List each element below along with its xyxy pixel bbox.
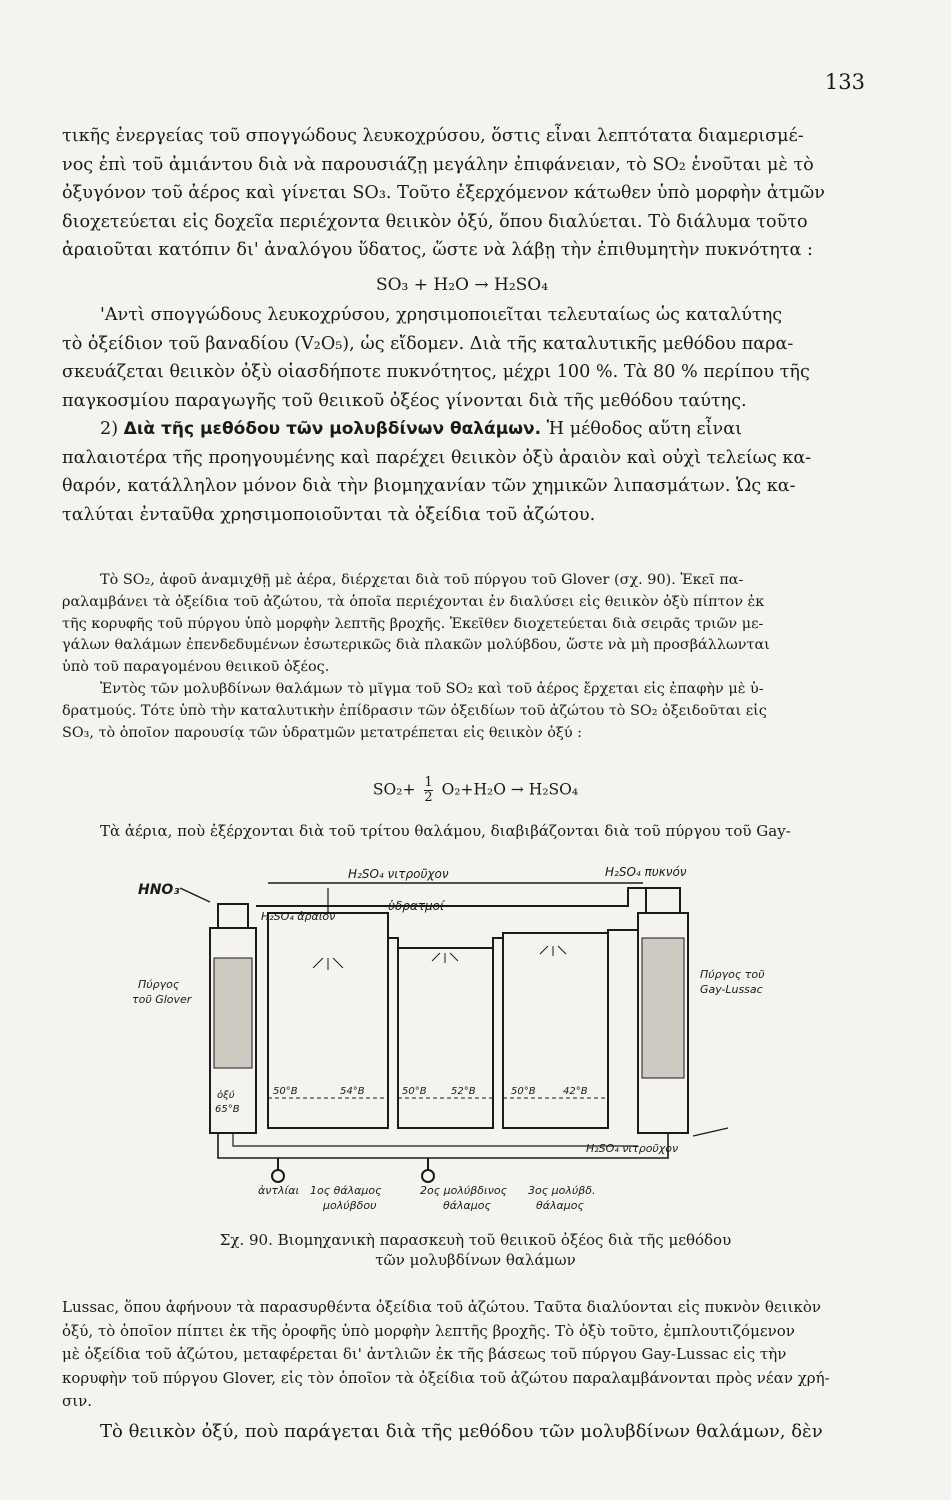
text-line: παλαιοτέρα τῆς προηγουμένης καὶ παρέχει θειικὸν ὀξὺ ἀραιὸν καὶ οὐχὶ τελείως κα- xyxy=(62,447,812,468)
chamber-3 xyxy=(503,933,608,1128)
text-line-before-figure xyxy=(62,822,862,840)
label-temp-2: 54°B xyxy=(340,1086,365,1097)
section-number: 2) xyxy=(100,419,119,439)
glover-packing xyxy=(214,958,252,1068)
caption-line: Σχ. 90. Βιομηχανικὴ παρασκευὴ τοῦ θειικοῦ ὀξέος διὰ τῆς μεθόδου xyxy=(219,1231,732,1249)
label-gay-lussac-2: Gay-Lussac xyxy=(700,983,763,996)
label-hno3: HNO₃ xyxy=(138,882,180,898)
small-text-line: τῆς κορυφῆς τοῦ πύργου ὑπὸ μορφὴν λεπτῆς βροχῆς. Ἐκεῖθεν διοχετεύεται διὰ σειρᾶς τριῶν με- xyxy=(62,615,764,632)
label-temp-6: 42°B xyxy=(563,1086,588,1097)
text-line: παγκοσμίου παραγωγῆς τοῦ θειικοῦ ὀξέος γίνονται διὰ τῆς μεθόδου ταύτης. xyxy=(62,390,747,411)
label-temp-4: 52°B xyxy=(451,1086,476,1097)
label-chamber-2-b: θάλαμος xyxy=(443,1199,491,1212)
label-temp-5: 50°B xyxy=(511,1086,536,1097)
text-line: κορυφὴν τοῦ πύργου Glover, εἰς τὸν ὁποῖον τὰ ὀξείδια τοῦ ἀζώτου παραλαμβάνονται πρὸς νέαν χρή- xyxy=(62,1368,830,1387)
equation-left: SO₂+ xyxy=(372,780,416,799)
main-text-block xyxy=(62,122,862,529)
label-acid-temp: 65°B xyxy=(215,1104,240,1115)
label-chamber-2-a: 2ος μολύβδινος xyxy=(420,1184,508,1197)
small-text-line: γάλων θαλάμων ἐπενδεδυμένων ἐσωτερικῶς διὰ πλακῶν μολύβδου, ὥστε νὰ μὴ προσβάλλωνται xyxy=(62,637,770,654)
gay-lussac-packing xyxy=(642,938,684,1078)
connector-1-2 xyxy=(388,938,398,958)
equation-right: O₂+H₂O → H₂SO₄ xyxy=(441,780,579,799)
label-glover-tower-1: Πύργος xyxy=(138,978,180,991)
small-text-line: δρατμούς. Τότε ὑπὸ τὴν καταλυτικὴν ἐπίδρασιν τῶν ὀξειδίων τοῦ ἀζώτου τὸ SO₂ ὀξειδοῦται εἰς xyxy=(62,702,767,719)
text-line: Τὸ θειικὸν ὀξύ, ποὺ παράγεται διὰ τῆς μεθόδου τῶν μολυβδίνων θαλάμων, δὲν xyxy=(100,1421,823,1442)
connector-2-3 xyxy=(493,938,503,958)
label-h2so4-nitrous-top: H₂SO₄ νιτροῦχον xyxy=(348,867,449,881)
label-chamber-1-a: 1ος θάλαμος xyxy=(310,1184,382,1197)
text-line: μὲ ὀξείδια τοῦ ἀζώτου, μεταφέρεται δι' ἀντλιῶν ἐκ τῆς βάσεως τοῦ πύργου Gay-Lussac εἰς τὴν xyxy=(62,1345,787,1363)
page-number: 133 xyxy=(824,70,865,94)
text-line: τικῆς ἐνεργείας τοῦ σπογγώδους λευκοχρύσου, ὅστις εἶναι λεπτότατα διαμερισμέ- xyxy=(62,126,804,146)
label-acid: ὀξύ xyxy=(217,1090,235,1101)
label-steam: ὑδρατμοί xyxy=(388,899,445,913)
fraction-one-half xyxy=(424,776,432,805)
label-h2so4-nitrous-bottom: H₂SO₄ νιτροῦχον xyxy=(586,1142,679,1155)
fraction-numerator: 1 xyxy=(424,775,433,790)
pump-1 xyxy=(272,1170,284,1182)
text-line: ὀξύ, τὸ ὁποῖον πίπτει ἐκ τῆς ὀροφῆς ὑπὸ μορφὴν λεπτῆς βροχῆς. Τὸ ὀξὺ τοῦτο, ἐμπλουτιζόμενον xyxy=(62,1321,795,1340)
text-line: νος ἐπὶ τοῦ ἀμιάντου διὰ νὰ παρουσιάζῃ μεγάλην ἐπιφάνειαν, τὸ SO₂ ἑνοῦται μὲ τὸ xyxy=(62,154,814,175)
lead-chamber-process-diagram xyxy=(118,858,818,1218)
glover-top xyxy=(218,904,248,928)
label-chamber-3-b: θάλαμος xyxy=(536,1199,584,1212)
label-glover-tower-2: τοῦ Glover xyxy=(132,993,192,1006)
text-line: Lussac, ὅπου ἀφήνουν τὰ παρασυρθέντα ὀξείδια τοῦ ἀζώτου. Ταῦτα διαλύονται εἰς πυκνὸν θειικὸν xyxy=(62,1298,821,1316)
small-text-line: ὑπὸ τοῦ παραγομένου θειικοῦ ὀξέος. xyxy=(62,659,330,676)
figure-caption xyxy=(0,1230,951,1270)
label-chamber-1-b: μολύβδου xyxy=(323,1199,377,1212)
text-line: ἀραιοῦται κατόπιν δι' ἀναλόγου ὕδατος, ὥστε νὰ λάβῃ τὴν ἐπιθυμητὴν πυκνότητα : xyxy=(62,240,813,260)
bottom-pipe-inner xyxy=(233,1133,638,1146)
pump-2 xyxy=(422,1170,434,1182)
caption-line: τῶν μολυβδίνων θαλάμων xyxy=(375,1251,576,1269)
top-pipe xyxy=(256,888,646,906)
text-line: σκευάζεται θειικὸν ὀξὺ οἱασδήποτε πυκνότητος, μέχρι 100 %. Τὰ 80 % περίπου τῆς xyxy=(62,362,810,382)
text-block-after-figure xyxy=(62,1296,862,1414)
small-text-line: ραλαμβάνει τὰ ὀξείδια τοῦ ἀζώτου, τὰ ὁποῖα περιέχονται ἐν διαλύσει εἰς θειικὸν ὀξὺ πίπτον ἐκ xyxy=(62,593,765,610)
label-temp-3: 50°B xyxy=(402,1086,427,1097)
label-pump: ἀντλίαι xyxy=(258,1184,300,1197)
label-chamber-3-a: 3ος μολύβδ. xyxy=(528,1184,596,1197)
label-h2so4-dense: H₂SO₄ πυκνόν xyxy=(605,865,687,879)
equation-chamber-reaction xyxy=(0,776,951,805)
text-line: Τὰ ἀέρια, ποὺ ἐξέρχονται διὰ τοῦ τρίτου θαλάμου, διαβιβάζονται διὰ τοῦ πύργου τοῦ Gay- xyxy=(100,822,791,840)
text-line: 'Αντὶ σπογγώδους λευκοχρύσου, χρησιμοποιεῖται τελευταίως ὡς καταλύτης xyxy=(100,305,783,325)
section-heading-line xyxy=(62,415,862,444)
label-h2so4-dilute: H₂SO₄ ἀραιόν xyxy=(261,910,336,923)
small-text-line: Τὸ SO₂, ἀφοῦ ἀναμιχθῇ μὲ ἀέρα, διέρχεται διὰ τοῦ πύργου τοῦ Glover (σχ. 90). Ἐκεῖ πα- xyxy=(100,572,744,588)
label-gay-lussac-1: Πύργος τοῦ xyxy=(700,968,765,981)
fraction-denominator: 2 xyxy=(424,790,433,805)
connector-3-gl xyxy=(608,930,638,948)
section-first-line-rest: Ἡ μέθοδος αὕτη εἶναι xyxy=(541,419,742,439)
small-text-line: SO₃, τὸ ὁποῖον παρουσίᾳ τῶν ὑδρατμῶν μετατρέπεται εἰς θειικὸν ὀξύ : xyxy=(62,724,583,741)
small-text-block xyxy=(62,570,862,744)
text-line: διοχετεύεται εἰς δοχεῖα περιέχοντα θειικὸν ὀξύ, ὅπου διαλύεται. Τὸ διάλυμα τοῦτο xyxy=(62,211,808,232)
text-line: θαρόν, κατάλληλον μόνον διὰ τὴν βιομηχανίαν τῶν χημικῶν λιπασμάτων. Ὡς κα- xyxy=(62,476,796,496)
text-line: ὀξυγόνον τοῦ ἀέρος καὶ γίνεται SO₃. Τοῦτο ἐξερχόμενον κάτωθεν ὑπὸ μορφὴν ἀτμῶν xyxy=(62,183,825,203)
text-line: ταλύται ἐνταῦθα χρησιμοποιοῦνται τὰ ὀξείδια τοῦ ἀζώτου. xyxy=(62,504,596,525)
text-line: σιν. xyxy=(62,1392,93,1410)
chamber-2 xyxy=(398,948,493,1128)
text-line: τὸ ὀξείδιον τοῦ βαναδίου (V₂O₅), ὡς εἴδομεν. Διὰ τῆς καταλυτικῆς μεθόδου παρα- xyxy=(62,333,794,354)
gay-lussac-top xyxy=(646,888,680,913)
final-text-block xyxy=(62,1418,862,1446)
equation-so3-hydration: SO₃ + H₂O → H₂SO₄ xyxy=(375,274,549,295)
small-text-line: Ἐντὸς τῶν μολυβδίνων θαλάμων τὸ μῖγμα τοῦ SO₂ καὶ τοῦ ἀέρος ἔρχεται εἰς ἐπαφὴν μὲ ὑ- xyxy=(100,680,764,697)
section-title: Διὰ τῆς μεθόδου τῶν μολυβδίνων θαλάμων. xyxy=(123,419,542,439)
label-temp-1: 50°B xyxy=(273,1086,298,1097)
